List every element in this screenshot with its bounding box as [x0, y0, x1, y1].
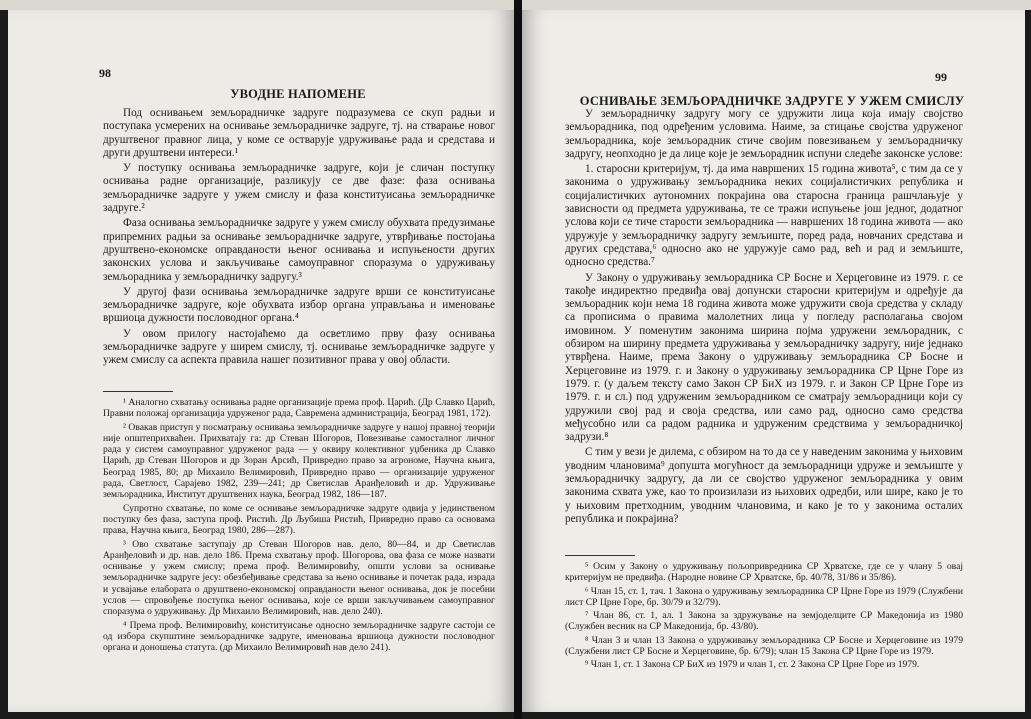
footnotes	[103, 383, 495, 656]
book-gutter	[514, 0, 522, 719]
right-page	[522, 10, 1025, 712]
paragraph: У земљорадничку задругу могу се удружити лица која имају својство земљорадника, под одређеним условима. Наиме, за стицање својства удруженог земљорадника, које земљорадник стиче својим повезивањем у земљорадничку задругу, неопходно је да лице које је земљорадник испуни следеће законске услове:	[565, 108, 963, 160]
footnote: ² Овакав приступ у посматрању оснивања земљорадничке задруге у нашој правној теорији није општеприхваћен. Прихватају га: др Стеван Шогоров, Повезивање самосталног личног рада у систем самоуправног удруженог рада — у оквиру колективног уџбеника др Славко Царић, др Стеван Шогоров и др Зоран Арсић, Привредно право за агрономе, Научна књига, Београд 1985, 80; др Михаило Велимировић, Привредно право — организације удруженог рада, Светлост, Сарајево 1982, 239—241; др Светислав Аранђеловић и др. Удруживање земљорадника, Институт друштвених наука, Београд 1982, 186—187.	[103, 421, 495, 501]
paragraph: 1. старосни критеријум, тј. да има навршених 15 година живота⁵, с тим да се у законима о удруживању земљорадника неких социјалистичких република и социјалистичких аутономних покрајина ова старосна граница рашчлањује у зависности од предмета удруживања, те се тражи испуњење још једног, додатног услова који се тиче старости земљорадника — навршених 18 година живота — ако удружује у земљорадничку задругу земљиште, поред рада, новчаних средстава и других средстава,⁶ односно ако не удружује само рад, већ и рад и земљиште, односно средства.⁷	[565, 163, 963, 269]
footnote: ¹ Аналогно схватању оснивања радне организације према проф. Царић. (Др Славко Царић, Правни положај организација удруженог рада, Савремена администрација, Београд 1981, 172).	[103, 397, 495, 420]
section-title: ОСНИВАЊЕ ЗЕМЉОРАДНИЧКЕ ЗАДРУГЕ У УЖЕМ СМИСЛУ	[579, 94, 965, 108]
footnote: ⁷ Члан 86, ст. 1, ал. 1 Закона за здружување на земјоделците СР Македонија из 1980 (Службен весник на СР Македонија, бр. 43/80).	[565, 610, 963, 633]
paragraph: У другој фази оснивања земљорадничке задруге врши се конституисање земљорадничке задруге, које обухвата избор органа управљања и именовање вршиоца дужности пословодног органа.⁴	[103, 285, 495, 325]
footnote-rule	[565, 555, 635, 556]
page-number: 98	[99, 66, 111, 80]
page-number: 99	[935, 70, 947, 84]
body-text	[103, 107, 495, 370]
footnote: ³ Ово схватање заступају др Стеван Шогоров нав. дело, 80—84, и др Светислав Аранђеловић и др. нав. дело 186. Према схватању проф. Шогорова, ова фаза се може назвати оснивање у ужем смислу; према проф. Велимировићу, општи услови за оснивање земљорадничке задруге јесу: обезбеђивање средстава за њено оснивање и почетак рада, израда и усвајање елабората о друштвено-економској оправданости њеног оснивања, док је посебни услов — спровођење поступка њеног оснивања, које се врши закључивањем самоуправног споразума о удруживању. Др Михаило Велимировић, нав. дело 240).	[103, 538, 495, 618]
paragraph: С тим у вези је дилема, с обзиром на то да се у наведеним законима у њиховим уводним члановима⁹ допушта могућност да земљорадници удруже и земљиште у земљорадничку задругу, да ли се својство удруженог земљорадника у овим законима схвата уже, као то произилази из њихових одредби, или шире, како је то у њиховим претходним, уводним члановима, и како је то у законима осталих република и покрајина?	[565, 446, 963, 525]
footnote: ⁹ Члан 1, ст. 1 Закона СР БиХ из 1979 и члан 1, ст. 2 Закона СР Црне Горе из 1979.	[585, 659, 920, 671]
left-page	[8, 10, 514, 712]
section-title: УВОДНЕ НАПОМЕНЕ	[230, 87, 366, 101]
paragraph: У Закону о удруживању земљорадника СР Босне и Херцеговине из 1979. г. се такође индиректно предвиђа овај допунски старосни критеријум и одређује да земљорадник који нема 18 година живота може удружити своја средства у складу са прописима о правима малолетних лица у погледу располагања својом имовином. У поменутим законима ширина појма удружени земљорадник, с обзиром на ширину предмета удруживања у земљорадничку задругу, није једнако утврђена. Наиме, према Закону о удруживању земљорадника СР Босне и Херцеговине из 1979. г. и Закону о удруживању земљорадника СР Црне Горе из 1979. г. (у даљем тексту само Закон СР БиХ из 1979. г. и Закон СР Црне Горе из 1979. г. и сл.) под удруженим земљорадником се сматрају земљорадници који су удружили свој рад и своја средства, или само рад, односно само средства међусобно или са радом радника и удруженим средствима у земљорадничкој задрузи.⁸	[565, 271, 963, 444]
footnote: ⁵ Осим у Закону о удруживању пољопривредника СР Хрватске, где се у члану 5 овај критеријум не предвиђа. (Народне новине СР Хрватске, бр. 40/78, 31/86 и 35/86).	[565, 561, 963, 584]
footnotes	[565, 547, 963, 673]
paragraph: Фаза оснивања земљорадничке задруге у ужем смислу обухвата предузимање припремних радњи за оснивање земљорадничке задруге, утврђивање постојања друштвено-економске оправданости њеног оснивања и испуњености других законских услова и закључивање самоуправног споразума о удруживању земљорадника у земљорадничку задругу.³	[103, 217, 495, 283]
footnote: ⁸ Члан 3 и члан 13 Закона о удруживању земљорадника СР Босне и Херцеговине из 1979 (Службени лист СР Босне и Херцеговине, бр. 6/79); члан 15 Закона СР Црне Горе из 1979.	[565, 634, 963, 658]
footnote: ⁶ Члан 15, ст. 1, тач. 1 Закона о удруживању земљорадника СР Црне Горе из 1979 (Службени лист СР Црне Горе, бр. 30/79 и 32/79).	[565, 585, 963, 608]
paragraph: Под оснивањем земљорадничке задруге подразумева се скуп радњи и поступака усмерених на оснивање земљорадничке задруге, тј. на стварање новог друштвеног правног лица, у коме се остварује удруживање рада и средстава и други друштвени интереси.¹	[103, 107, 495, 159]
footnote-rule	[103, 391, 173, 392]
footnote: ⁴ Према проф. Велимировићу, конституисање односно земљорадничке задруге састоји се од избора скупштине земљорадничке задруге, именовања вршиоца дужности пословодног органа и доношења статута. (др Михаило Велимировић нав дело 241).	[103, 619, 495, 654]
paragraph: У поступку оснивања земљорадничке задруге, који је сличан поступку оснивања радне организације, разликују се две фазе: фаза оснивања земљорадничке задруге у ужем смислу и фаза конституисања земљорадничке задруге.²	[103, 162, 495, 215]
footnote: Супротно схватање, по коме се оснивање земљорадничке задруге одвија у јединственом поступку без фаза, заступа проф. Ристић. Др Љубиша Ристић, Привредно право са основама права, Научна књига, Београд 1980, 286—287).	[103, 502, 495, 537]
paragraph: У овом прилогу настојаћемо да осветлимо прву фазу оснивања земљорадничке задруге у ширем смислу, тј. оснивање земљорадничке задруге у ужем смислу са аспекта правила нашег позитивног права у овој области.	[103, 327, 495, 367]
body-text	[565, 108, 963, 528]
